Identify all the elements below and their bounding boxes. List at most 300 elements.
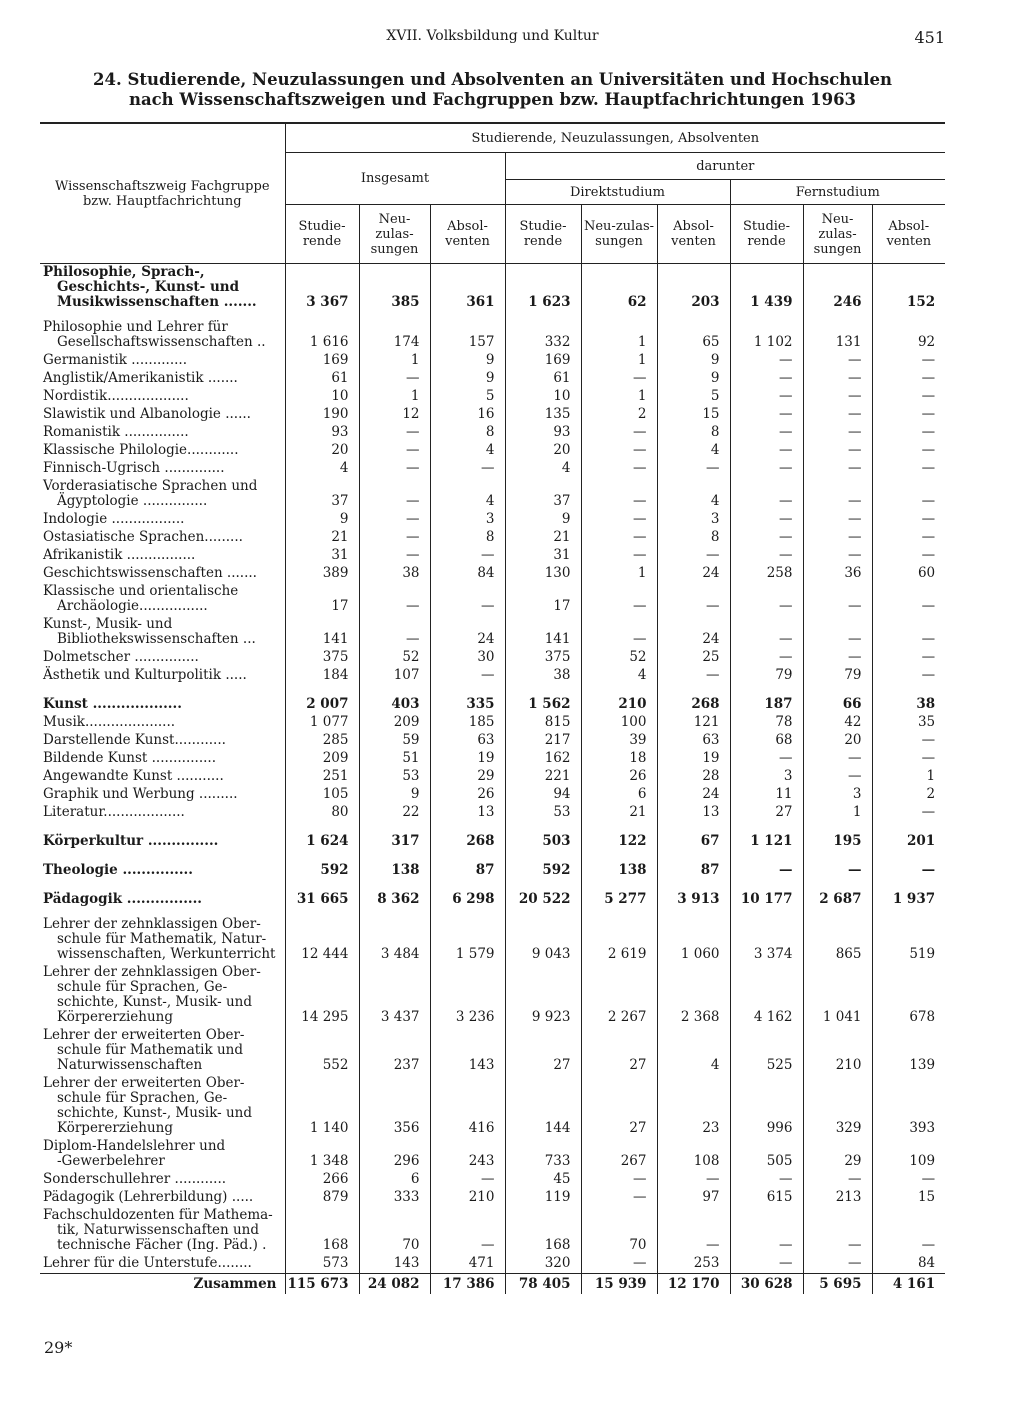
table-cell: — bbox=[730, 1255, 803, 1274]
row-label bbox=[40, 616, 285, 649]
row-label-line: Romanistik ............... bbox=[43, 424, 189, 440]
table-cell: 60 bbox=[872, 565, 945, 583]
table-cell: — bbox=[359, 529, 430, 547]
table-cell: — bbox=[730, 616, 803, 649]
table-cell: 162 bbox=[505, 750, 581, 768]
table-cell: 2 bbox=[581, 406, 657, 424]
table-cell: 19 bbox=[430, 750, 505, 768]
table-cell: 3 bbox=[430, 511, 505, 529]
table-cell: 4 bbox=[657, 442, 730, 460]
table-cell: 3 367 bbox=[285, 264, 359, 313]
table-cell: 18 bbox=[581, 750, 657, 768]
row-label-line: Pädagogik ................ bbox=[43, 891, 202, 907]
table-cell: 15 bbox=[657, 406, 730, 424]
table-cell: 26 bbox=[430, 786, 505, 804]
running-head bbox=[40, 26, 945, 48]
table-cell: 139 bbox=[872, 1027, 945, 1075]
table-cell: 243 bbox=[430, 1138, 505, 1171]
table-cell: — bbox=[872, 804, 945, 822]
table-cell: 3 374 bbox=[730, 909, 803, 964]
row-label-line: Geschichts-, Kunst- und bbox=[57, 279, 240, 295]
table-cell: — bbox=[359, 370, 430, 388]
table-cell: 195 bbox=[803, 822, 872, 851]
row-label-line: schichte, Kunst-, Musik- und bbox=[57, 1105, 253, 1121]
table-cell: — bbox=[803, 768, 872, 786]
table-cell: 317 bbox=[359, 822, 430, 851]
row-label bbox=[40, 786, 285, 804]
row-label-line: Naturwissenschaften bbox=[57, 1057, 203, 1073]
table-cell: 2 267 bbox=[581, 964, 657, 1027]
row-label-line: Finnisch-Ugrisch .............. bbox=[43, 460, 225, 476]
header-darunter: darunter bbox=[505, 153, 945, 180]
table-row bbox=[40, 1189, 945, 1207]
table-row bbox=[40, 768, 945, 786]
row-label-line: wissenschaften, Werkunterricht bbox=[57, 946, 276, 962]
table-cell: 4 bbox=[505, 460, 581, 478]
row-label bbox=[40, 424, 285, 442]
table-cell: 174 bbox=[359, 312, 430, 352]
row-label-line: Indologie ................. bbox=[43, 511, 185, 527]
table-cell: 29 bbox=[803, 1138, 872, 1171]
row-label-line: Gesellschaftswissenschaften .. bbox=[57, 334, 266, 350]
table-cell: 1 bbox=[581, 388, 657, 406]
table-cell: 13 bbox=[657, 804, 730, 822]
table-cell: 12 bbox=[359, 406, 430, 424]
table-cell: 1 623 bbox=[505, 264, 581, 313]
table-cell: 9 bbox=[359, 786, 430, 804]
table-cell: 38 bbox=[359, 565, 430, 583]
table-cell: 266 bbox=[285, 1171, 359, 1189]
table-cell: 268 bbox=[430, 822, 505, 851]
row-label bbox=[40, 851, 285, 880]
table-cell: — bbox=[872, 649, 945, 667]
sub-header-line: venten bbox=[671, 234, 716, 249]
table-cell: — bbox=[872, 511, 945, 529]
sub-header-cell bbox=[359, 205, 430, 264]
table-cell: 185 bbox=[430, 714, 505, 732]
table-cell: 503 bbox=[505, 822, 581, 851]
table-cell: — bbox=[730, 851, 803, 880]
total-cell: 4 161 bbox=[872, 1274, 945, 1295]
table-cell: 93 bbox=[285, 424, 359, 442]
table-cell: 209 bbox=[359, 714, 430, 732]
table-cell: — bbox=[581, 529, 657, 547]
table-cell: 144 bbox=[505, 1075, 581, 1138]
row-label-line: Pädagogik (Lehrerbildung) ..... bbox=[43, 1189, 254, 1205]
table-cell: — bbox=[803, 511, 872, 529]
sub-header-line: sungen bbox=[370, 241, 419, 257]
table-cell: — bbox=[803, 1207, 872, 1255]
table-cell: 5 277 bbox=[581, 880, 657, 909]
table-cell: — bbox=[657, 667, 730, 685]
table-cell: 221 bbox=[505, 768, 581, 786]
table-row bbox=[40, 1075, 945, 1138]
table-cell: 78 bbox=[730, 714, 803, 732]
table-cell: — bbox=[803, 388, 872, 406]
sub-header-line: venten bbox=[886, 234, 932, 249]
total-cell: 12 170 bbox=[657, 1274, 730, 1295]
table-cell: — bbox=[872, 616, 945, 649]
table-row bbox=[40, 478, 945, 511]
table-cell: 20 bbox=[285, 442, 359, 460]
table-cell: 107 bbox=[359, 667, 430, 685]
row-label-line: Lehrer der erweiterten Ober- bbox=[43, 1027, 245, 1043]
row-label bbox=[40, 964, 285, 1027]
total-row bbox=[40, 1274, 945, 1295]
table-cell: — bbox=[430, 667, 505, 685]
header-fernstudium: Fernstudium bbox=[730, 180, 945, 205]
row-label bbox=[40, 667, 285, 685]
table-cell: 24 bbox=[657, 565, 730, 583]
table-row bbox=[40, 616, 945, 649]
table-cell: 10 bbox=[285, 388, 359, 406]
table-cell: 267 bbox=[581, 1138, 657, 1171]
table-cell: 68 bbox=[730, 732, 803, 750]
table-cell: 141 bbox=[285, 616, 359, 649]
row-label-line: schule für Mathematik, Natur- bbox=[57, 931, 267, 947]
row-label bbox=[40, 1027, 285, 1075]
table-cell: 29 bbox=[430, 768, 505, 786]
table-cell: 8 362 bbox=[359, 880, 430, 909]
table-cell: 389 bbox=[285, 565, 359, 583]
table-cell: 879 bbox=[285, 1189, 359, 1207]
table-cell: — bbox=[657, 583, 730, 616]
table-row bbox=[40, 667, 945, 685]
table-cell: — bbox=[730, 750, 803, 768]
table-row bbox=[40, 649, 945, 667]
table-cell: 28 bbox=[657, 768, 730, 786]
row-label-line: Philosophie und Lehrer für bbox=[43, 319, 228, 335]
table-cell: 23 bbox=[657, 1075, 730, 1138]
table-cell: — bbox=[803, 406, 872, 424]
table-cell: 3 236 bbox=[430, 964, 505, 1027]
table-cell: 20 bbox=[803, 732, 872, 750]
table-row bbox=[40, 822, 945, 851]
table-cell: — bbox=[872, 547, 945, 565]
table-cell: — bbox=[803, 478, 872, 511]
table-row bbox=[40, 424, 945, 442]
table-cell: 22 bbox=[359, 804, 430, 822]
table-cell: — bbox=[730, 388, 803, 406]
table-cell: 51 bbox=[359, 750, 430, 768]
row-label-line: Anglistik/Amerikanistik ....... bbox=[43, 370, 238, 386]
table-cell: 16 bbox=[430, 406, 505, 424]
table-cell: 19 bbox=[657, 750, 730, 768]
table-cell: — bbox=[359, 442, 430, 460]
table-cell: 84 bbox=[872, 1255, 945, 1274]
total-cell: 24 082 bbox=[359, 1274, 430, 1295]
total-cell: 78 405 bbox=[505, 1274, 581, 1295]
table-cell: — bbox=[359, 547, 430, 565]
table-cell: 4 bbox=[657, 478, 730, 511]
table-cell: 329 bbox=[803, 1075, 872, 1138]
table-row bbox=[40, 732, 945, 750]
table-cell: — bbox=[872, 1207, 945, 1255]
table-cell: 35 bbox=[872, 714, 945, 732]
table-cell: 79 bbox=[803, 667, 872, 685]
table-cell: 65 bbox=[657, 312, 730, 352]
table-cell: 1 077 bbox=[285, 714, 359, 732]
table-cell: — bbox=[657, 1171, 730, 1189]
table-row bbox=[40, 312, 945, 352]
row-label bbox=[40, 649, 285, 667]
table-cell: — bbox=[359, 424, 430, 442]
table-cell: 6 298 bbox=[430, 880, 505, 909]
table-cell: 9 923 bbox=[505, 964, 581, 1027]
table-cell: 168 bbox=[285, 1207, 359, 1255]
row-label-line: Philosophie, Sprach-, bbox=[43, 264, 205, 280]
row-label-line: Kunst ................... bbox=[43, 696, 182, 712]
table-cell: 38 bbox=[505, 667, 581, 685]
table-cell: 1 060 bbox=[657, 909, 730, 964]
table-cell: 63 bbox=[430, 732, 505, 750]
table-title-line-2: nach Wissenschaftszweigen und Fachgruppen bzw. Hauptfachrichtungen 1963 bbox=[128, 90, 857, 109]
table-cell: 45 bbox=[505, 1171, 581, 1189]
row-label bbox=[40, 1075, 285, 1138]
sub-header-cell bbox=[803, 205, 872, 264]
table-cell: 1 624 bbox=[285, 822, 359, 851]
row-label-line: Sonderschullehrer ............ bbox=[43, 1171, 227, 1187]
table-cell: — bbox=[872, 424, 945, 442]
table-cell: 3 484 bbox=[359, 909, 430, 964]
table-row bbox=[40, 1255, 945, 1274]
row-label-line: schule für Mathematik und bbox=[57, 1042, 243, 1058]
table-cell: — bbox=[359, 511, 430, 529]
table-row bbox=[40, 370, 945, 388]
sub-header-cell bbox=[430, 205, 505, 264]
table-cell: — bbox=[872, 667, 945, 685]
table-cell: 30 bbox=[430, 649, 505, 667]
table-cell: — bbox=[803, 529, 872, 547]
total-cell: 15 939 bbox=[581, 1274, 657, 1295]
table-cell: 9 bbox=[430, 370, 505, 388]
sub-header-line: Studie- bbox=[519, 219, 567, 234]
row-label bbox=[40, 909, 285, 964]
sub-header-line: Absol- bbox=[888, 219, 930, 234]
table-cell: 87 bbox=[430, 851, 505, 880]
table-cell: 138 bbox=[581, 851, 657, 880]
table-cell: 296 bbox=[359, 1138, 430, 1171]
sub-header-line: Absol- bbox=[673, 219, 714, 234]
sub-header-line: zulas- bbox=[375, 226, 414, 242]
table-cell: 505 bbox=[730, 1138, 803, 1171]
table-cell: — bbox=[581, 1189, 657, 1207]
table-cell: 253 bbox=[657, 1255, 730, 1274]
table-cell: 70 bbox=[359, 1207, 430, 1255]
table-cell: 70 bbox=[581, 1207, 657, 1255]
table-cell: 131 bbox=[803, 312, 872, 352]
table-cell: 11 bbox=[730, 786, 803, 804]
table-cell: — bbox=[872, 442, 945, 460]
table-cell: 13 bbox=[430, 804, 505, 822]
row-label-line: Fachschuldozenten für Mathema- bbox=[43, 1207, 273, 1223]
table-cell: — bbox=[730, 1171, 803, 1189]
table-cell: — bbox=[803, 460, 872, 478]
table-cell: 9 bbox=[657, 352, 730, 370]
row-label-line: Afrikanistik ................ bbox=[43, 547, 196, 563]
stub-header bbox=[40, 123, 285, 264]
table-cell: 3 913 bbox=[657, 880, 730, 909]
table-title bbox=[40, 70, 945, 110]
table-cell: — bbox=[803, 750, 872, 768]
table-cell: 4 bbox=[430, 478, 505, 511]
table-body bbox=[40, 264, 945, 1295]
table-cell: 2 619 bbox=[581, 909, 657, 964]
sub-header-line: Neu- bbox=[821, 211, 854, 227]
row-label-line: Nordistik................... bbox=[43, 388, 189, 404]
table-cell: 237 bbox=[359, 1027, 430, 1075]
table-cell: 8 bbox=[657, 424, 730, 442]
table-cell: 94 bbox=[505, 786, 581, 804]
row-label-line: Ostasiatische Sprachen......... bbox=[43, 529, 243, 545]
table-cell: — bbox=[872, 460, 945, 478]
row-label-line: Graphik und Werbung ......... bbox=[43, 786, 238, 802]
table-cell: 210 bbox=[581, 685, 657, 714]
sub-header-line: rende bbox=[747, 234, 786, 249]
sub-header-line: sungen bbox=[813, 241, 862, 257]
table-cell: 21 bbox=[505, 529, 581, 547]
table-row bbox=[40, 565, 945, 583]
table-cell: — bbox=[730, 529, 803, 547]
table-cell: — bbox=[803, 442, 872, 460]
row-label-line: Musik..................... bbox=[43, 714, 176, 730]
table-cell: 135 bbox=[505, 406, 581, 424]
table-cell: 52 bbox=[359, 649, 430, 667]
row-label-line: Körpererziehung bbox=[57, 1120, 173, 1136]
table-row bbox=[40, 851, 945, 880]
table-cell: 190 bbox=[285, 406, 359, 424]
total-cell: 5 695 bbox=[803, 1274, 872, 1295]
table-cell: — bbox=[730, 424, 803, 442]
table-cell: — bbox=[803, 1171, 872, 1189]
table-cell: 10 177 bbox=[730, 880, 803, 909]
table-cell: — bbox=[872, 406, 945, 424]
table-cell: 9 bbox=[285, 511, 359, 529]
table-cell: 17 bbox=[505, 583, 581, 616]
table-cell: 80 bbox=[285, 804, 359, 822]
row-label bbox=[40, 478, 285, 511]
row-label-line: Lehrer für die Unterstufe........ bbox=[43, 1255, 252, 1271]
table-cell: 4 bbox=[285, 460, 359, 478]
table-cell: — bbox=[803, 370, 872, 388]
table-row bbox=[40, 352, 945, 370]
table-cell: — bbox=[359, 478, 430, 511]
table-cell: 1 bbox=[359, 388, 430, 406]
header-top: Studierende, Neuzulassungen, Absolventen bbox=[285, 123, 945, 153]
table-cell: 1 bbox=[803, 804, 872, 822]
table-cell: 105 bbox=[285, 786, 359, 804]
table-cell: 1 562 bbox=[505, 685, 581, 714]
table-cell: 519 bbox=[872, 909, 945, 964]
table-cell: 9 bbox=[430, 352, 505, 370]
row-label-line: Bildende Kunst ............... bbox=[43, 750, 216, 766]
table-cell: — bbox=[730, 460, 803, 478]
table-cell: 138 bbox=[359, 851, 430, 880]
sub-header-line: venten bbox=[445, 234, 490, 249]
table-cell: — bbox=[872, 851, 945, 880]
row-label bbox=[40, 1171, 285, 1189]
table-cell: 87 bbox=[657, 851, 730, 880]
row-label bbox=[40, 804, 285, 822]
sub-header-cell bbox=[581, 205, 657, 264]
sub-header-line: zulas- bbox=[818, 226, 857, 242]
table-cell: 79 bbox=[730, 667, 803, 685]
table-cell: 36 bbox=[803, 565, 872, 583]
table-cell: — bbox=[730, 1207, 803, 1255]
row-label-line: Körperkultur ............... bbox=[43, 833, 219, 849]
table-cell: 27 bbox=[505, 1027, 581, 1075]
row-label bbox=[40, 370, 285, 388]
table-cell: 258 bbox=[730, 565, 803, 583]
table-cell: 187 bbox=[730, 685, 803, 714]
row-label bbox=[40, 822, 285, 851]
total-cell: 30 628 bbox=[730, 1274, 803, 1295]
row-label bbox=[40, 312, 285, 352]
table-cell: 53 bbox=[505, 804, 581, 822]
row-label bbox=[40, 1189, 285, 1207]
table-cell: 14 295 bbox=[285, 964, 359, 1027]
table-cell: — bbox=[581, 478, 657, 511]
table-cell: 2 bbox=[872, 786, 945, 804]
table-cell: — bbox=[872, 370, 945, 388]
table-cell: 1 121 bbox=[730, 822, 803, 851]
table-cell: 1 bbox=[359, 352, 430, 370]
row-label-line: Klassische und orientalische bbox=[43, 583, 239, 599]
table-row bbox=[40, 1027, 945, 1075]
row-label bbox=[40, 1207, 285, 1255]
row-label-line: Ästhetik und Kulturpolitik ..... bbox=[43, 667, 247, 683]
stub-header-line: Wissenschaftszweig bbox=[54, 178, 187, 194]
table-row bbox=[40, 1171, 945, 1189]
row-label-line: Bibliothekswissenschaften ... bbox=[57, 631, 256, 647]
table-cell: 8 bbox=[657, 529, 730, 547]
table-cell: 201 bbox=[872, 822, 945, 851]
table-cell: 67 bbox=[657, 822, 730, 851]
table-cell: 1 439 bbox=[730, 264, 803, 313]
table-cell: 1 579 bbox=[430, 909, 505, 964]
table-cell: — bbox=[430, 1207, 505, 1255]
table-cell: — bbox=[581, 616, 657, 649]
table-cell: 84 bbox=[430, 565, 505, 583]
table-cell: — bbox=[803, 547, 872, 565]
row-label-line: Geschichtswissenschaften ....... bbox=[43, 565, 257, 581]
table-cell: 143 bbox=[359, 1255, 430, 1274]
row-label bbox=[40, 583, 285, 616]
table-cell: — bbox=[730, 511, 803, 529]
table-row bbox=[40, 685, 945, 714]
statistics-table-wrap bbox=[40, 122, 945, 1294]
table-row bbox=[40, 547, 945, 565]
table-cell: 9 043 bbox=[505, 909, 581, 964]
table-cell: 361 bbox=[430, 264, 505, 313]
table-cell: 1 bbox=[581, 312, 657, 352]
table-cell: — bbox=[872, 352, 945, 370]
table-cell: 246 bbox=[803, 264, 872, 313]
row-label-line: Dolmetscher ............... bbox=[43, 649, 199, 665]
row-label bbox=[40, 1138, 285, 1171]
table-cell: 38 bbox=[872, 685, 945, 714]
table-cell: — bbox=[581, 460, 657, 478]
table-row bbox=[40, 264, 945, 313]
table-cell: — bbox=[872, 478, 945, 511]
table-cell: 26 bbox=[581, 768, 657, 786]
sub-header-line: rende bbox=[523, 234, 563, 249]
table-cell: 1 616 bbox=[285, 312, 359, 352]
row-label bbox=[40, 511, 285, 529]
table-cell: 1 bbox=[581, 352, 657, 370]
row-label-line: Musikwissenschaften ....... bbox=[57, 294, 257, 310]
row-label-line: Slawistik und Albanologie ...... bbox=[43, 406, 251, 422]
